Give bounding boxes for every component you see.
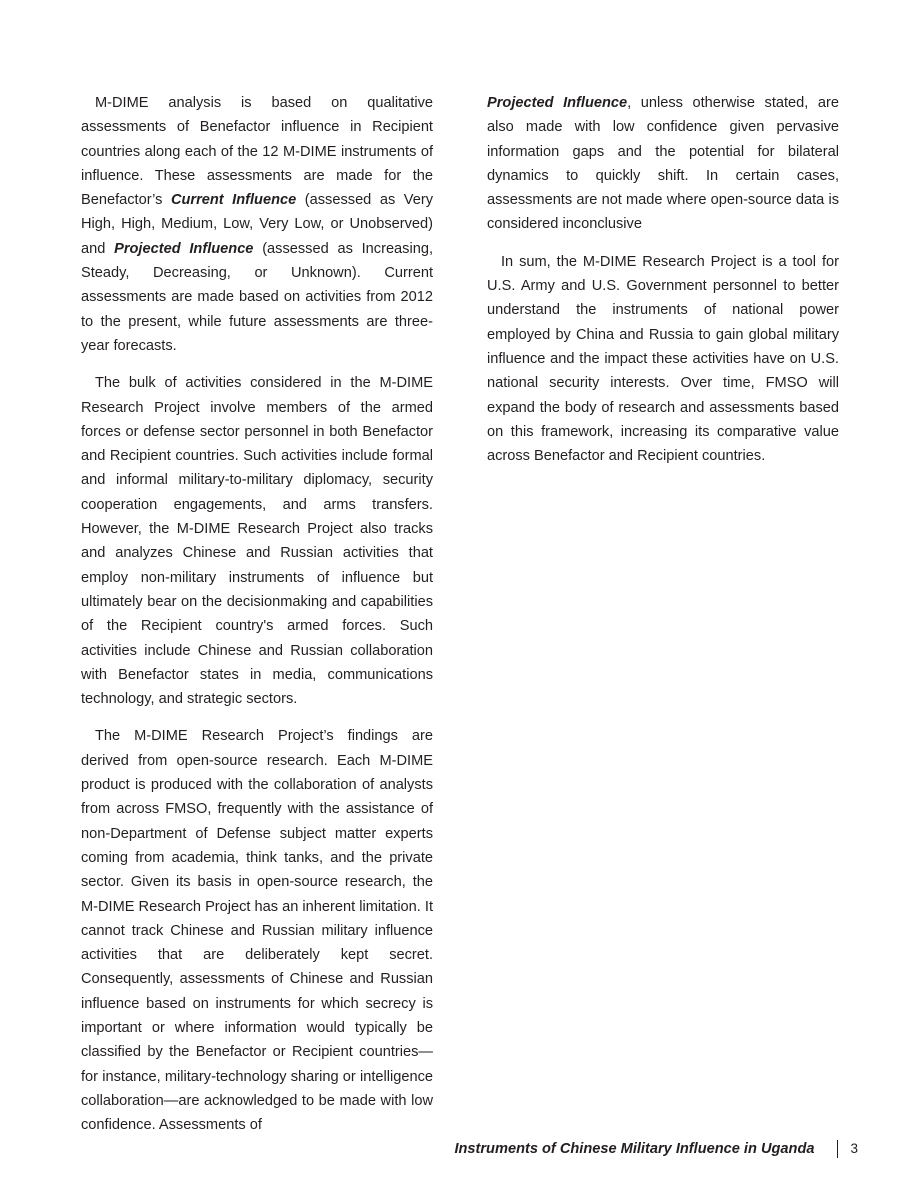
body-paragraph-4 — [487, 91, 839, 237]
paragraph-text: (assessed as Very High, High, Medium, Low, Very Low, or Unobserved) and — [81, 192, 433, 257]
body-paragraph-1 — [81, 91, 433, 358]
footer-divider — [837, 1140, 838, 1158]
footer-title: Instruments of Chinese Military Influence in Uganda — [454, 1141, 815, 1157]
paragraph-text: , unless otherwise stated, are also made with low confidence given pervasive information gaps and the potential for bilateral dynamics to quickly shift. In certain cases, assessments are not made where open-source data is considered inconclusive — [487, 95, 839, 233]
paragraph-text: (assessed as Increasing, Steady, Decreasing, or Unknown). Current assessments are made based on activities from 2012 to the present, while future assessments are three-year forecasts. — [81, 240, 434, 354]
paragraph-text: M-DIME analysis is based on qualitative assessments of Benefactor influence in Recipient countries along each of the 12 M-DIME instruments of influence. These assessments are made for the Benefactor’s — [81, 95, 433, 209]
body-paragraph-2: The bulk of activities considered in the M-DIME Research Project involve members of the armed forces or defense sector personnel in both Benefactor and Recipient countries. Such activities include formal and informal military-to-military diplomacy, security cooperation engagements, and arms transfers. However, the M-DIME Research Project also tracks and analyzes Chinese and Russian activities that employ non-military instruments of influence but ultimately bear on the decisionmaking and capabilities of the Recipient country's armed forces. Such activities include Chinese and Russian collaboration with Benefactor states in media, communications technology, and strategic sectors. — [81, 375, 433, 708]
body-paragraph-5: In sum, the M-DIME Research Project is a tool for U.S. Army and U.S. Government personnel to better understand the instruments of national power employed by China and Russia to gain global military influence and the impact these activities have on U.S. national security interests. Over time, FMSO will expand the body of research and assessments based on this framework, increasing its comparative value across Benefactor and Recipient countries. — [487, 253, 839, 465]
page-footer — [454, 1139, 858, 1159]
projected-influence-term: Projected Influence — [487, 95, 628, 111]
left-column — [81, 91, 433, 1150]
projected-influence-term: Projected Influence — [114, 240, 254, 257]
page-number: 3 — [850, 1141, 858, 1156]
body-paragraph-3: The M-DIME Research Project’s findings are derived from open-source research. Each M-DIME product is produced with the collaboration of analysts from across FMSO, frequently with the assistance of non-Department of Defense subject matter experts coming from academia, think tanks, and the private sector. Given its basis in open-source research, the M-DIME Research Project has an inherent limitation. It cannot track Chinese and Russian military influence activities that are deliberately kept secret. Consequently, assessments of Chinese and Russian influence based on instruments for which secrecy is important or where information would typically be classified by the Benefactor or Recipient countries—for instance, military-technology sharing or intelligence collaboration—are acknowledged to be made with low confidence. Assessments of — [81, 728, 434, 1134]
right-column — [487, 91, 839, 481]
current-influence-term: Current Influence — [170, 192, 297, 209]
